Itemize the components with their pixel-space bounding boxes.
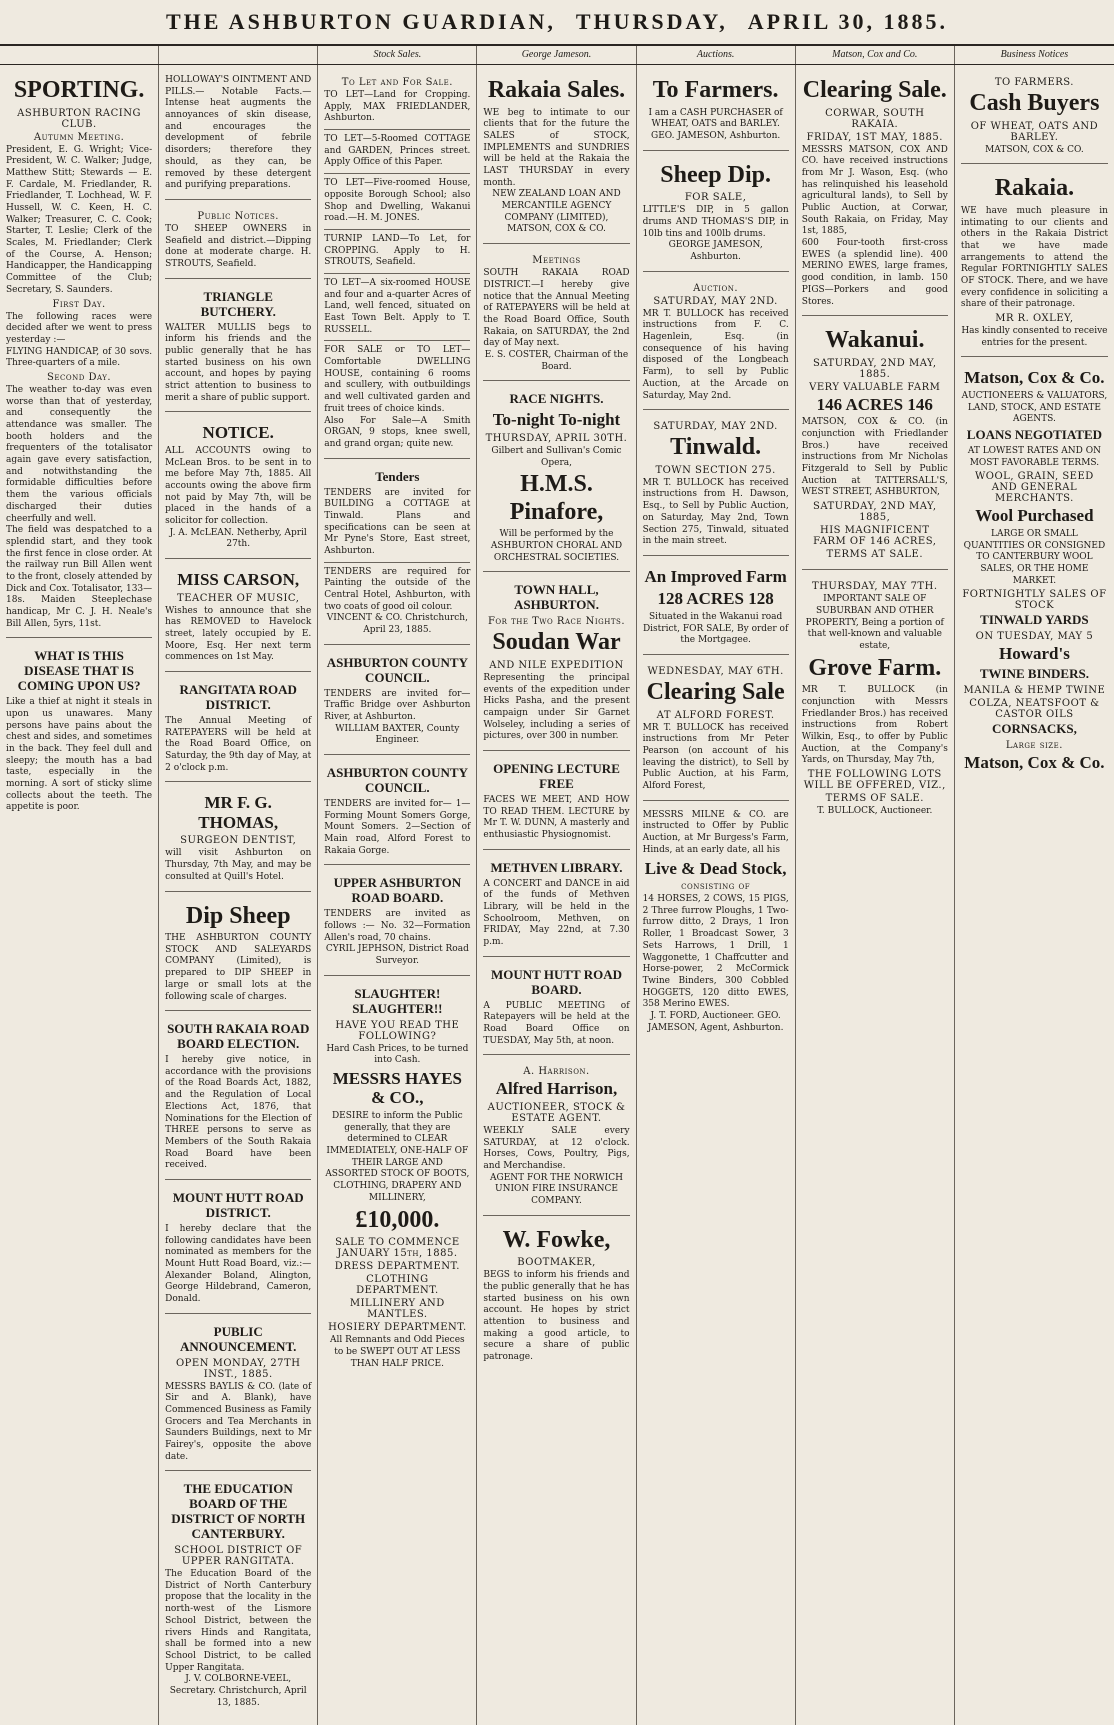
disease-text: Like a thief at night it steals in upon us unawares. Many persons have pains about the chest and sides, and sometimes in the back. They feel dull and sleepy; the mouth has a bad taste, especially in the morning. A sort of sticky slime collects about the teeth. The appetite is poor. [6,697,153,813]
county-council-text: TENDERS are invited for—Traffic Bridge over Ashburton River, at Ashburton. [324,688,471,722]
tonight: To-night To-night [492,410,621,430]
election-title: SOUTH RAKAIA ROAD BOARD ELECTION. [167,1021,310,1052]
slaughter-text: Hard Cash Prices, to be turned into Cash. [326,1043,469,1066]
manila-twine: MANILA & HEMP TWINE [963,684,1106,696]
sheep-dip-signature: GEORGE JAMESON, Ashburton. [668,240,763,262]
rakaia-title: Rakaia Sales. [487,77,626,103]
harrison-sub: AUCTIONEER, STOCK & ESTATE AGENT. [487,1101,626,1124]
wool-purchased: Wool Purchased [975,506,1094,526]
tenders-2: TENDERS are required for Painting the outside of the Central Hotel, Ashburton, with two coats of good oil colour. [324,566,471,612]
wakanui-saturday: SATURDAY, 2ND MAY, 1885, [813,501,937,524]
tinwald-text: MR T. BULLOCK has received instructions from H. Dawson, Esq., to Sell by Public Auction, on Saturday, May 2nd, Town Section 275, Tinwald, situated in the main street. [642,477,789,547]
education-title: THE EDUCATION BOARD OF THE DISTRICT OF NORTH CANTERBURY. [171,1481,306,1542]
hosiery-department: HOSIERY DEPARTMENT. [328,1322,467,1334]
sheep-dip-title: Sheep Dip. [660,161,771,188]
column-4 [477,65,636,1725]
column-labels [0,46,1114,65]
carson-title: MISS CARSON, [177,570,300,590]
corwar-ad [802,70,948,316]
to-let-section [324,70,470,459]
second-day-text: The weather to-day was even worse than that of yesterday, and consequently the attendance was smaller. The booth holders and the frequenters of the totalisator again gave every satisfaction, and notwithstanding the formidable difficulties before them the various officials discharged their duties cheerfully and well. [6,384,153,524]
mount-hutt-2-title: MOUNT HUTT ROAD BOARD. [491,966,622,997]
stock-list: 14 HORSES, 2 COWS, 15 PIGS, 2 Three furrow Ploughs, 1 Two-furrow ditto, 2 Drays, 1 Iron Roller, 1 Broadcast Sower, 3 Sets Harrows, 1 Drill, 1 Waggonette, 1 Chaffcutter and Horse-power, 2 McCormick Twine Binders, 300 Cobbled HOGGETS, 120 ditto EWES, 358 Merino EWES. [642,894,789,1010]
meetings-title: Meetings [532,255,581,267]
cash-farmers: TO FARMERS. [994,77,1074,88]
second-day: Second Day. [47,371,112,383]
column-3 [318,65,477,1725]
rakaia-signature: NEW ZEALAND LOAN AND MERCANTILE AGENCY COMPANY (LIMITED), MATSON, COX & CO. [492,189,621,235]
soudan-sub: AND NILE EXPEDITION [489,659,624,671]
hayes-footer: All Remnants and Odd Pieces to be SWEPT OUT AT LESS THAN HALF PRICE. [330,1335,465,1369]
carson-sub: TEACHER OF MUSIC, [177,592,300,604]
masthead-day: THURSDAY, [575,9,728,34]
wakanui-text: MATSON, COX & CO. (in conjunction with Friedlander Bros.) have received instructions from Mr Nicholas Fitzgerald to Sell by Public Auction at TATTERSALL'S, WEST STREET, ASHBURTON, [801,417,948,498]
organ: Also For Sale—A Smith ORGAN, 9 stops, knee swell, and grand organ; quite new. [324,415,471,449]
triangle-text: WALTER MULLIS begs to inform his friends and the public generally that he has started business on his own account, and hopes by paying strict attention to business to merit a share of public support. [165,322,312,403]
rakaia-text: WE have much pleasure in intimating to our clients and others in the Rakaia District that we have made arrangements to attend the Regular FORTNIGHTLY SALES OF STOCK. There, and we have every confidence in soliciting a share of their patronage. [960,205,1108,310]
methven-text: A CONCERT and DANCE in aid of the funds of Methven Library, will be held in the Schoolroom, Methven, on FRIDAY, May 22nd, at 7.30 p.m. [483,878,630,948]
holloway-ad [165,70,311,200]
mount-hutt-2-ad [483,961,629,1056]
improved-farm-text: Situated in the Wakanui road District, FOR SALE, By order of the Mortgagee. [642,612,789,646]
harrison-agent: AGENT FOR THE NORWICH UNION FIRE INSURANCE COMPANY. [490,1172,623,1207]
tenders-1: TENDERS are invited for BUILDING a COTTAGE at Tinwald. Plans and specifications can be seen at Mr Pyne's Store, East street, Ashburton. [324,487,471,556]
column-label: Matson, Cox and Co. [796,46,955,64]
live-dead-sub: consisting of [681,881,751,893]
loans-text: AT LOWEST RATES AND ON MOST FAVORABLE TERMS. [967,445,1101,468]
slaughter-title: SLAUGHTER! SLAUGHTER!! [352,985,443,1016]
to-let-4: TURNIP LAND—To Let, for CROPPING. Apply to H. STROUTS, Seafield. [324,233,471,268]
oxley-text: Has kindly consented to receive entries for the present. [961,326,1108,348]
grove-text: MR T. BULLOCK (in conjunction with Messrs Friedlander Bros.) has received instructions from Robert Wilkin, Esq., to offer by Public Auction, at the Company's Yards, on Thursday, May 7th, [801,685,948,766]
town-hall: TOWN HALL, ASHBURTON. [514,582,599,613]
rakaia-ad [961,168,1108,357]
wakanui-date: SATURDAY, 2ND MAY, 1885. [813,357,937,380]
column-7 [955,65,1114,1725]
racing-club: ASHBURTON RACING CLUB. [17,107,141,130]
dress-department: DRESS DEPARTMENT. [334,1261,460,1273]
methven-ad [483,854,629,957]
meetings-ad [483,248,629,381]
fowke-ad [483,1220,629,1371]
column-label: Stock Sales. [318,46,477,64]
hayes-amount: £10,000. [355,1206,440,1233]
grove-lots: THE FOLLOWING LOTS WILL BE OFFERED, VIZ., [803,769,946,792]
sheep-dip-ad [643,155,789,272]
education-ad [165,1475,311,1716]
upper-text: TENDERS are invited as follows :— No. 32—Formation Allen's road, 70 chains. [324,909,471,943]
clothing-department: CLOTHING DEPARTMENT. [356,1274,439,1297]
disease-title: WHAT IS THIS DISEASE THAT IS COMING UPON US? [17,648,141,694]
cash-buyers-title: Cash Buyers [969,90,1100,116]
mount-hutt-title: MOUNT HUTT ROAD DISTRICT. [172,1189,304,1220]
rangitata-title: RANGITATA ROAD DISTRICT. [179,682,297,712]
fowke-sub: BOOTMAKER, [517,1257,596,1269]
dip-text: THE ASHBURTON COUNTY STOCK AND SALEYARDS COMPANY (Limited), is prepared to DIP SHEEP in large or small lots at the following scale of charges. [165,933,312,1002]
hayes-sale: SALE TO COMMENCE JANUARY 15th, 1885. [335,1237,460,1260]
harrison-ad [483,1059,629,1215]
to-farmers-title: To Farmers. [652,77,779,103]
sheep-dip-sub: FOR SALE, [684,192,747,204]
first-day: First Day. [52,298,106,310]
column-2 [159,65,318,1725]
fortnightly-sales: FORTNIGHTLY SALES OF STOCK [962,589,1107,612]
triangle-butchery-ad [165,283,311,413]
upper-signature: CYRIL JEPHSON, District Road Surveyor. [325,944,469,966]
live-dead-signature: J. T. FORD, Auctioneer. GEO. JAMESON, Agent, Ashburton. [647,1010,784,1033]
column-label [159,46,318,64]
milne-text: MESSRS MILNE & CO. are instructed to Offer by Public Auction, at Mr Burgess's Farm, Hinds, at an early date, all his [642,809,789,855]
tinwald-yards: TINWALD YARDS [980,612,1089,628]
officials: President, E. G. Wright; Vice-President, W. C. Walker; Judge, Matthew Stitt; Stewards — E. F. Cardale, M. Friedlander, R. Friedlander, T. Lochhead, W. F. Hussell, W. C. Keen, H. C. Walker; Treasurer, C. C. Cook; Starter, T. Leslie; Clerk of the Scales, M. Friedlander; Clerk of the Course, A. Henson; Handicapper, the Handicapping Committee of the Club; Secretary, S. Saunders. [6,144,153,295]
lecture-ad [483,755,629,850]
meetings-signature: E. S. COSTER, Chairman of the Board. [484,349,629,372]
cash-buyers-ad [961,70,1108,164]
tenders-section [324,463,470,645]
pinafore-text: Will be performed by the ASHBURTON CHORAL AND ORCHESTRAL SOCIETIES. [490,529,623,563]
first-day-text: The following races were decided after we went to press yesterday :— [6,311,153,345]
rakaia-title: Rakaia. [994,175,1075,202]
auction-ad [643,276,789,411]
wakanui-property: HIS MAGNIFICENT FARM OF 146 ACRES, [813,525,937,548]
fowke-title: W. Fowke, [502,1226,611,1253]
wakanui-title: Wakanui. [825,327,925,354]
to-farmers-text: I am a CASH PURCHASER of WHEAT, OATS and BARLEY. [648,107,783,130]
county-council-ad [324,649,470,755]
thomas-title: MR F. G. THOMAS, [198,793,279,832]
cornsacks: CORNSACKS, [991,720,1077,736]
wakanui-acres: 146 ACRES 146 [816,394,933,414]
county-council-title: ASHBURTON COUNTY COUNCIL. [326,654,468,685]
cornsacks-sub: Large size. [1005,739,1063,751]
tinwald-title: Tinwald. [670,434,762,461]
improved-farm-acres: 128 ACRES 128 [657,589,774,609]
masthead [0,0,1114,46]
harrison-title: Alfred Harrison, [495,1079,618,1099]
soudan-text: Representing the principal events of the expedition under Hicks Pasha, and the present campaign under Sir Garnet Wolseley, including a series of pictures, over 300 in number. [483,672,630,742]
tonight-date: THURSDAY, APRIL 30TH. [485,432,628,444]
clearing-sale-ad [643,659,789,801]
auction-date: SATURDAY, MAY 2ND. [653,295,778,307]
mount-hutt-text: I hereby declare that the following candidates have been nominated as members for the Mount Hutt Road Board, viz.:— Alexander Boland, Alington, George Hildebrand, Cameron, Donald. [165,1223,312,1304]
rangitata-ad [165,676,311,782]
soudan-title: Soudan War [492,629,621,656]
live-dead-title: Live & Dead Stock, [644,858,787,878]
cash-buyers-signature: MATSON, COX & CO. [985,144,1084,155]
sporting-section [6,70,152,638]
dip-sheep-ad [165,896,311,1012]
hayes-text: DESIRE to inform the Public generally, that they are determined to CLEAR IMMEDIATELY, ONE-HALF OF THEIR LARGE AND ASSORTED STOCK OF BOOTS, CLOTHING, DRAPERY AND MILLINERY, [325,1111,470,1203]
sporting-title: SPORTING. [13,77,145,103]
slaughter-sub: HAVE YOU READ THE FOLLOWING? [335,1019,460,1042]
announcement-sub: OPEN MONDAY, 27TH INST., 1885. [175,1357,301,1380]
clearing-title: Clearing Sale [646,679,785,706]
county-council-signature: WILLIAM BAXTER, County Engineer. [335,723,460,746]
twine-binders: TWINE BINDERS. [979,665,1089,681]
cash-buyers-sub: OF WHEAT, OATS AND BARLEY. [970,120,1099,143]
wakanui-sub: VERY VALUABLE FARM [809,381,941,393]
lecture-title: OPENING LECTURE FREE [493,761,620,791]
wakanui-terms: TERMS AT SALE. [826,549,924,561]
rakaia-sales-ad [483,70,629,244]
race-nights: RACE NIGHTS. [509,391,604,407]
corwar-text: MESSRS MATSON, COX AND CO. have received instructions from Mr J. Wason, Esq. (who has relinquished his leasehold agricultural lands), to Sell by Public Auction, at Corwar, South Rakaia, on Friday, May 1st, 1885, [801,144,948,237]
howard-title: Howard's [998,644,1070,664]
grove-date: THURSDAY, MAY 7TH. [812,581,938,593]
county-council-2-text: TENDERS are invited for— 1—Forming Mount Somers Gorge, Mount Somers. 2—Section of Main road, Alford Forest to Rakaia Gorge. [324,798,471,856]
improved-farm-title: An Improved Farm [644,566,787,586]
column-1 [0,65,159,1725]
column-label: Auctions. [637,46,796,64]
soudan-ad [483,576,629,751]
county-council-2-title: ASHBURTON COUNTY COUNCIL. [326,765,468,795]
hayes-title: MESSRS HAYES & CO., [332,1068,462,1108]
improved-farm-ad [643,560,789,655]
notice-title: NOTICE. [202,423,274,443]
column-label [0,46,159,64]
election-ad [165,1015,311,1180]
announcement-title: PUBLIC ANNOUNCEMENT. [180,1323,297,1354]
rangitata-text: The Annual Meeting of RATEPAYERS will be held at the Road Board Office, on Saturday, the 9th day of May, at 2 o'clock p.m. [165,715,312,773]
sheep-owners-text: TO SHEEP OWNERS in Seafield and district.—Dipping done at moderate charge. H. STROUTS, Seafield. [165,223,312,269]
to-let-5: TO LET—A six-roomed HOUSE and four and a-quarter Acres of Land, well fenced, situated on East Town Belt. Apply to T. RUSSELL. [324,277,471,335]
announcement-text: MESSRS BAYLIS & CO. (late of Sir and A. Blank), have Commenced Business as Family Grocers and Tea Merchants in Saunders Buildings, next to Mr Fairey's, opposite the above date. [165,1381,312,1462]
meetings-text: SOUTH RAKAIA ROAD DISTRICT.—I hereby give notice that the Annual Meeting of RATEPAYERS will be held at the Road Board Office, South Rakaia, on SATURDAY, the 2nd day of May next. [483,268,630,349]
corwar-items: 600 Four-tooth first-cross EWES (a splendid line). 400 MERINO EWES, large frames, good condition, in lamb. 150 PIGS—Porkers and good Stores. [801,238,948,307]
mount-hutt-2-text: A PUBLIC MEETING of Ratepayers will be held at the Road Board Office on TUESDAY, May 5th, at noon. [483,1000,630,1046]
to-let-1: TO LET—Land for Cropping. Apply, MAX FRIEDLANDER, Ashburton. [324,90,471,124]
millinery-department: MILLINERY AND MANTLES. [349,1298,445,1321]
corwar-location: CORWAR, SOUTH RAKAIA. [825,107,925,130]
announcement-ad [165,1318,311,1472]
tinwald-date: SATURDAY, MAY 2ND. [653,421,778,433]
to-let-2: TO LET—5-Roomed COTTAGE and GARDEN, Princes street. Apply Office of this Paper. [324,134,471,168]
lecture-text: FACES WE MEET, AND HOW TO READ THEM. LECTURE by Mr T. W. DUNN, A masterly and enthusiastic Physiognomist. [483,794,630,840]
sheep-dip-text: LITTLE'S DIP, in 5 gallon drums AND THOMAS'S DIP, in 10lb tins and 100lb drums. [642,205,789,239]
tinwald-yards-date: ON TUESDAY, MAY 5 [975,631,1094,643]
tenders-title: Tenders [375,468,420,484]
masthead-paper: THE ASHBURTON GUARDIAN, [165,9,556,34]
clearing-sub: AT ALFORD FOREST. [656,709,775,721]
tinwald-ad [643,414,789,556]
pinafore-intro: Gilbert and Sullivan's Comic Opera, [491,445,622,468]
matson-footer: Matson, Cox & Co. [964,752,1105,772]
wakanui-ad [802,320,948,570]
column-6 [796,65,955,1725]
tinwald-sub: TOWN SECTION 275. [655,464,776,476]
carson-text: Wishes to announce that she has REMOVED to Havelock street, lately occupied by E. Moore, Esq. Her next term commences on 1st May. [165,605,312,663]
fowke-text: BEGS to inform his friends and the public generally that he has started business on his own account. He hopes by strict attention to business and making a good article, to secure a share of public patronage. [483,1270,630,1363]
notice-signature: J. A. McLEAN. Netherby, April 27th. [169,527,307,550]
dip-title: Dip Sheep [185,902,291,929]
education-signature: J. V. COLBORNE-VEEL, Secretary. Christchurch, April 13, 1885. [169,1674,307,1708]
grove-intro: IMPORTANT SALE OF SUBURBAN AND OTHER PROPERTY, Being a portion of that well-known and valuable estate, [805,594,944,651]
upper-ashburton-ad [324,869,470,975]
mount-hutt-ad [165,1184,311,1314]
masthead-date: APRIL 30, 1885. [747,9,949,34]
tenders-2-signature: VINCENT & CO. Christchurch, April 23, 1885. [326,613,468,636]
holloway-text: HOLLOWAY'S OINTMENT AND PILLS.— Notable Facts.—Intense heat augments the annoyances of skin disease, and encourages the development of febrile disorders; therefore they should, as they can, be removed by these detergent and purifying preparations. [165,75,312,191]
grove-title: Grove Farm. [808,654,942,681]
harrison-text: WEEKLY SALE every SATURDAY, at 12 o'clock. Horses, Cows, Poultry, Pigs, and Merchandise. [483,1125,630,1171]
county-council-2-ad [324,759,470,865]
clearing-sale-title: Clearing Sale. [802,77,947,103]
wool-merchants: WOOL, GRAIN, SEED AND GENERAL MERCHANTS. [975,471,1094,505]
town-hall-sub: For the Two Race Nights. [487,616,626,628]
live-dead-stock-ad [643,805,789,1042]
to-farmers-ad [643,70,789,151]
public-notices [165,204,311,279]
grove-farm-ad [802,574,948,825]
flying-handicap: FLYING HANDICAP, of 30 sovs. Three-quarters of a mile. [6,346,153,369]
notice-ad [165,416,311,559]
grove-terms: TERMS OF SALE. [825,793,924,805]
thomas-text: will visit Ashburton on Thursday, 7th May, and may be consulted at Quill's Hotel. [165,848,312,882]
harrison-label: A. Harrison. [523,1066,590,1078]
methven-title: METHVEN LIBRARY. [490,859,623,875]
clearing-text: MR T. BULLOCK has received instructions from Mr Peter Pearson (on account of his leaving the district), to Sell by Public Auction, at his Farm, Alford Forest, [642,722,789,792]
column-label: Business Notices [1000,49,1069,60]
thomas-ad [165,786,311,891]
to-let-title: To Let and For Sale. [341,77,453,88]
clearing-date: WEDNESDAY, MAY 6TH. [647,666,784,678]
to-farmers-signature: GEO. JAMESON, Ashburton. [651,130,781,141]
thomas-sub: SURGEON DENTIST, [180,835,297,847]
colza-oils: COLZA, NEATSFOOT & CASTOR OILS [969,697,1100,720]
loans-title: LOANS NEGOTIATED [966,427,1103,443]
race-results: The field was despatched to a splendid start, and they took the first fence in close order. At the railway run Bill Allen went to the front, closely attended by Dick and Cox. Totalisator, 133—18s. Maiden Steeplechase handicap, Mr C. J. H. Neale's Bill Allen, 5yrs, 11st. [6,525,153,629]
corwar-date: FRIDAY, 1ST MAY, 1885. [806,131,943,143]
matson-text: AUCTIONEERS & VALUATORS, LAND, STOCK, AND ESTATE AGENTS. [961,390,1108,425]
to-let-3: TO LET—Five-roomed House, opposite Borough School; also Shop and Dwelling, Wakanui road.—H. M. JONES. [324,178,471,224]
public-notices-title: Public Notices. [197,210,279,222]
carson-ad [165,563,311,672]
for-sale: FOR SALE or TO LET—Comfortable DWELLING HOUSE, containing 6 rooms and scullery, with outbuildings and well cultivated garden and fruit trees of choice kinds. [324,345,471,414]
oxley-name: MR R. OXLEY, [995,313,1074,325]
education-text: The Education Board of the District of North Canterbury propose that the locality in the north-west of the Lismore School District, between the rivers Hinds and Rangitata, shall be formed into a new School District, to be called Upper Rangitata. [165,1569,312,1673]
pinafore-ad [483,385,629,572]
hayes-ad [324,980,470,1378]
auction-title: Auction. [693,282,739,294]
education-sub: SCHOOL DISTRICT OF UPPER RANGITATA. [174,1545,303,1568]
columns [0,65,1114,1708]
grove-signature: T. BULLOCK, Auctioneer. [817,806,933,817]
disease-article [6,642,152,821]
wool-text: LARGE OR SMALL QUANTITIES OR CONSIGNED TO CANTERBURY WOOL SALES, OR THE HOME MARKET. [963,528,1106,586]
matson-title: Matson, Cox & Co. [964,368,1105,388]
auction-text: MR T. BULLOCK has received instructions from F. C. Hagenlein, Esq. (in consequence of his having disposed of the Longbeach Farm), to sell by Public Auction, at the Arcade on Saturday, May 2nd. [642,308,789,401]
rakaia-text: WE beg to intimate to our clients that for the future the SALES of STOCK, IMPLEMENTS and SUNDRIES will be held at the Rakaia the LAST THURSDAY in every month. [483,107,630,188]
notice-text: ALL ACCOUNTS owing to McLean Bros. to be sent in to me before May 7th, 1885. All accounts owing the above firm not paid by May 7th, will be placed in the hands of a solicitor for collection. [165,445,312,526]
triangle-title: TRIANGLE BUTCHERY. [200,288,276,319]
column-label: George Jameson. [477,46,636,64]
autumn-meeting: Autumn Meeting. [33,131,125,143]
matson-ad [961,361,1108,782]
column-5 [637,65,796,1725]
election-text: I hereby give notice, in accordance with the provisions of the Road Boards Act, 1882, and the Regulation of Local Elections Act, 1876, that Nominations for the Election of THREE persons to serve as Members of the South Rakaia Road Board have been received. [165,1055,312,1171]
pinafore-title: H.M.S. Pinafore, [509,471,604,525]
upper-title: UPPER ASHBURTON ROAD BOARD. [333,875,462,906]
